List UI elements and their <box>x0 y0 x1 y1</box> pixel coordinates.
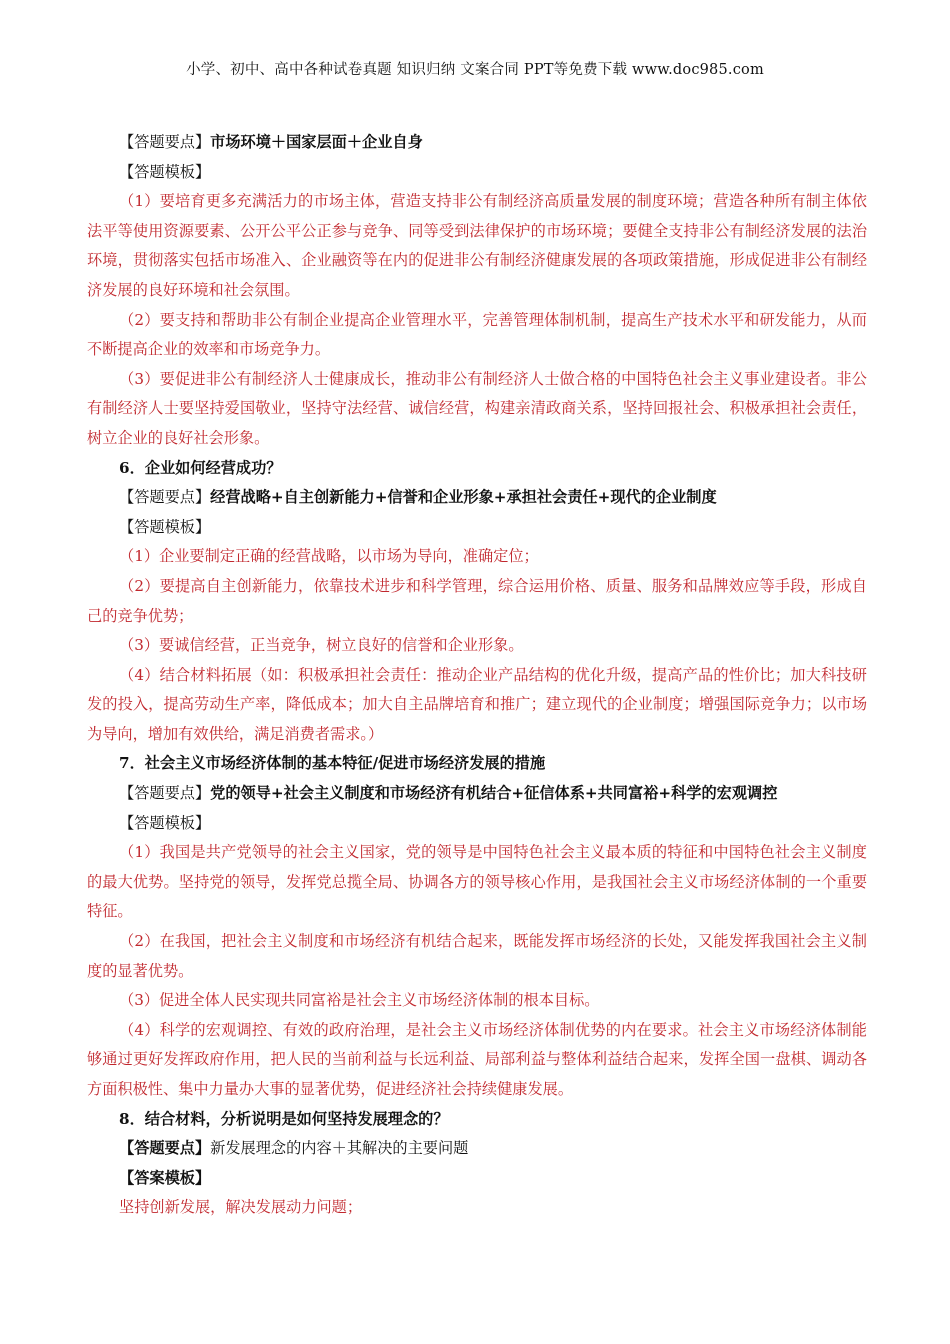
page-header: 小学、初中、高中各种试卷真题 知识归纳 文案合同 PPT等免费下载 www.doc985.com <box>186 62 764 78</box>
key-points-label: 【答题要点】 <box>119 488 211 507</box>
answer-item: （1）企业要制定正确的经营战略，以市场为导向，准确定位； <box>119 547 539 566</box>
key-points-text: 经营战略+自主创新能力+信誉和企业形象+承担社会责任+现代的企业制度 <box>210 488 717 507</box>
answer-item: （3）促进全体人民实现共同富裕是社会主义市场经济体制的根本目标。 <box>119 991 600 1010</box>
question-heading: 8．结合材料，分析说明是如何坚持发展理念的？ <box>119 1109 449 1128</box>
key-points-text: 市场环境＋国家层面＋企业自身 <box>210 133 423 151</box>
answer-item: （2）在我国，把社会主义制度和市场经济有机结合起来，既能发挥市场经济的长处，又能发挥我国社会主义制度的显著优势。 <box>87 932 867 980</box>
key-points-line <box>87 779 867 809</box>
question-heading: 7．社会主义市场经济体制的基本特征/促进市场经济发展的措施 <box>119 754 546 773</box>
answer-item: （3）要促进非公有制经济人士健康成长，推动非公有制经济人士做合格的中国特色社会主义事业建设者。非公有制经济人士要坚持爱国敬业，坚持守法经营、诚信经营，构建亲清政商关系，坚持回报社会、积极承担社会责任，树立企业的良好社会形象。 <box>87 369 867 447</box>
answer-item: 坚持创新发展，解决发展动力问题； <box>119 1198 362 1217</box>
answer-item: （4）科学的宏观调控、有效的政府治理，是社会主义市场经济体制优势的内在要求。社会主义市场经济体制能够通过更好发挥政府作用，把人民的当前利益与长远利益、局部利益与整体利益结合起来，发挥全国一盘棋、调动各方面积极性、集中力量办大事的显著优势，促进经济社会持续健康发展。 <box>87 1020 867 1098</box>
answer-item: （1）我国是共产党领导的社会主义国家，党的领导是中国特色社会主义最本质的特征和中国特色社会主义制度的最大优势。坚持党的领导，发挥党总揽全局、协调各方的领导核心作用，是我国社会主义市场经济体制的一个重要特征。 <box>87 843 867 921</box>
template-label: 【答题模板】 <box>119 813 211 832</box>
answer-item: （2）要提高自主创新能力，依靠技术进步和科学管理，综合运用价格、质量、服务和品牌效应等手段，形成自己的竞争优势； <box>87 576 867 625</box>
question-heading: 6．企业如何经营成功？ <box>119 458 282 477</box>
template-label: 【答题模板】 <box>119 517 211 536</box>
document-body <box>87 128 867 1223</box>
key-points-label: 【答题要点】 <box>119 784 211 803</box>
answer-item: （3）要诚信经营，正当竞争，树立良好的信誉和企业形象。 <box>119 636 524 655</box>
key-points-text: 新发展理念的内容＋其解决的主要问题 <box>210 1139 469 1158</box>
key-points-label: 【答题要点】 <box>119 133 211 151</box>
key-points-line <box>87 1134 867 1164</box>
key-points-text: 党的领导+社会主义制度和市场经济有机结合+征信体系+共同富裕+科学的宏观调控 <box>210 784 778 803</box>
template-label: 【答题模板】 <box>119 162 211 181</box>
template-label: 【答案模板】 <box>119 1168 211 1187</box>
answer-item: （2）要支持和帮助非公有制企业提高企业管理水平，完善管理体制机制，提高生产技术水平和研发能力，从而不断提高企业的效率和市场竞争力。 <box>87 310 867 359</box>
key-points-label: 【答题要点】 <box>119 1139 211 1158</box>
answer-item: （1）要培育更多充满活力的市场主体，营造支持非公有制经济高质量发展的制度环境；营造各种所有制主体依法平等使用资源要素、公开公平公正参与竞争、同等受到法律保护的市场环境；要健全支持非公有制经济发展的法治环境，贯彻落实包括市场准入、企业融资等在内的促进非公有制经济健康发展的各项政策措施，形成促进非公有制经济发展的良好环境和社会氛围。 <box>87 192 867 299</box>
key-points-line <box>87 128 867 158</box>
key-points-line <box>87 483 867 513</box>
answer-item: （4）结合材料拓展（如：积极承担社会责任：推动企业产品结构的优化升级，提高产品的性价比；加大科技研发的投入，提高劳动生产率，降低成本；加大自主品牌培育和推广；建立现代的企业制度；增强国际竞争力；以市场为导向，增加有效供给，满足消费者需求。） <box>87 665 867 743</box>
